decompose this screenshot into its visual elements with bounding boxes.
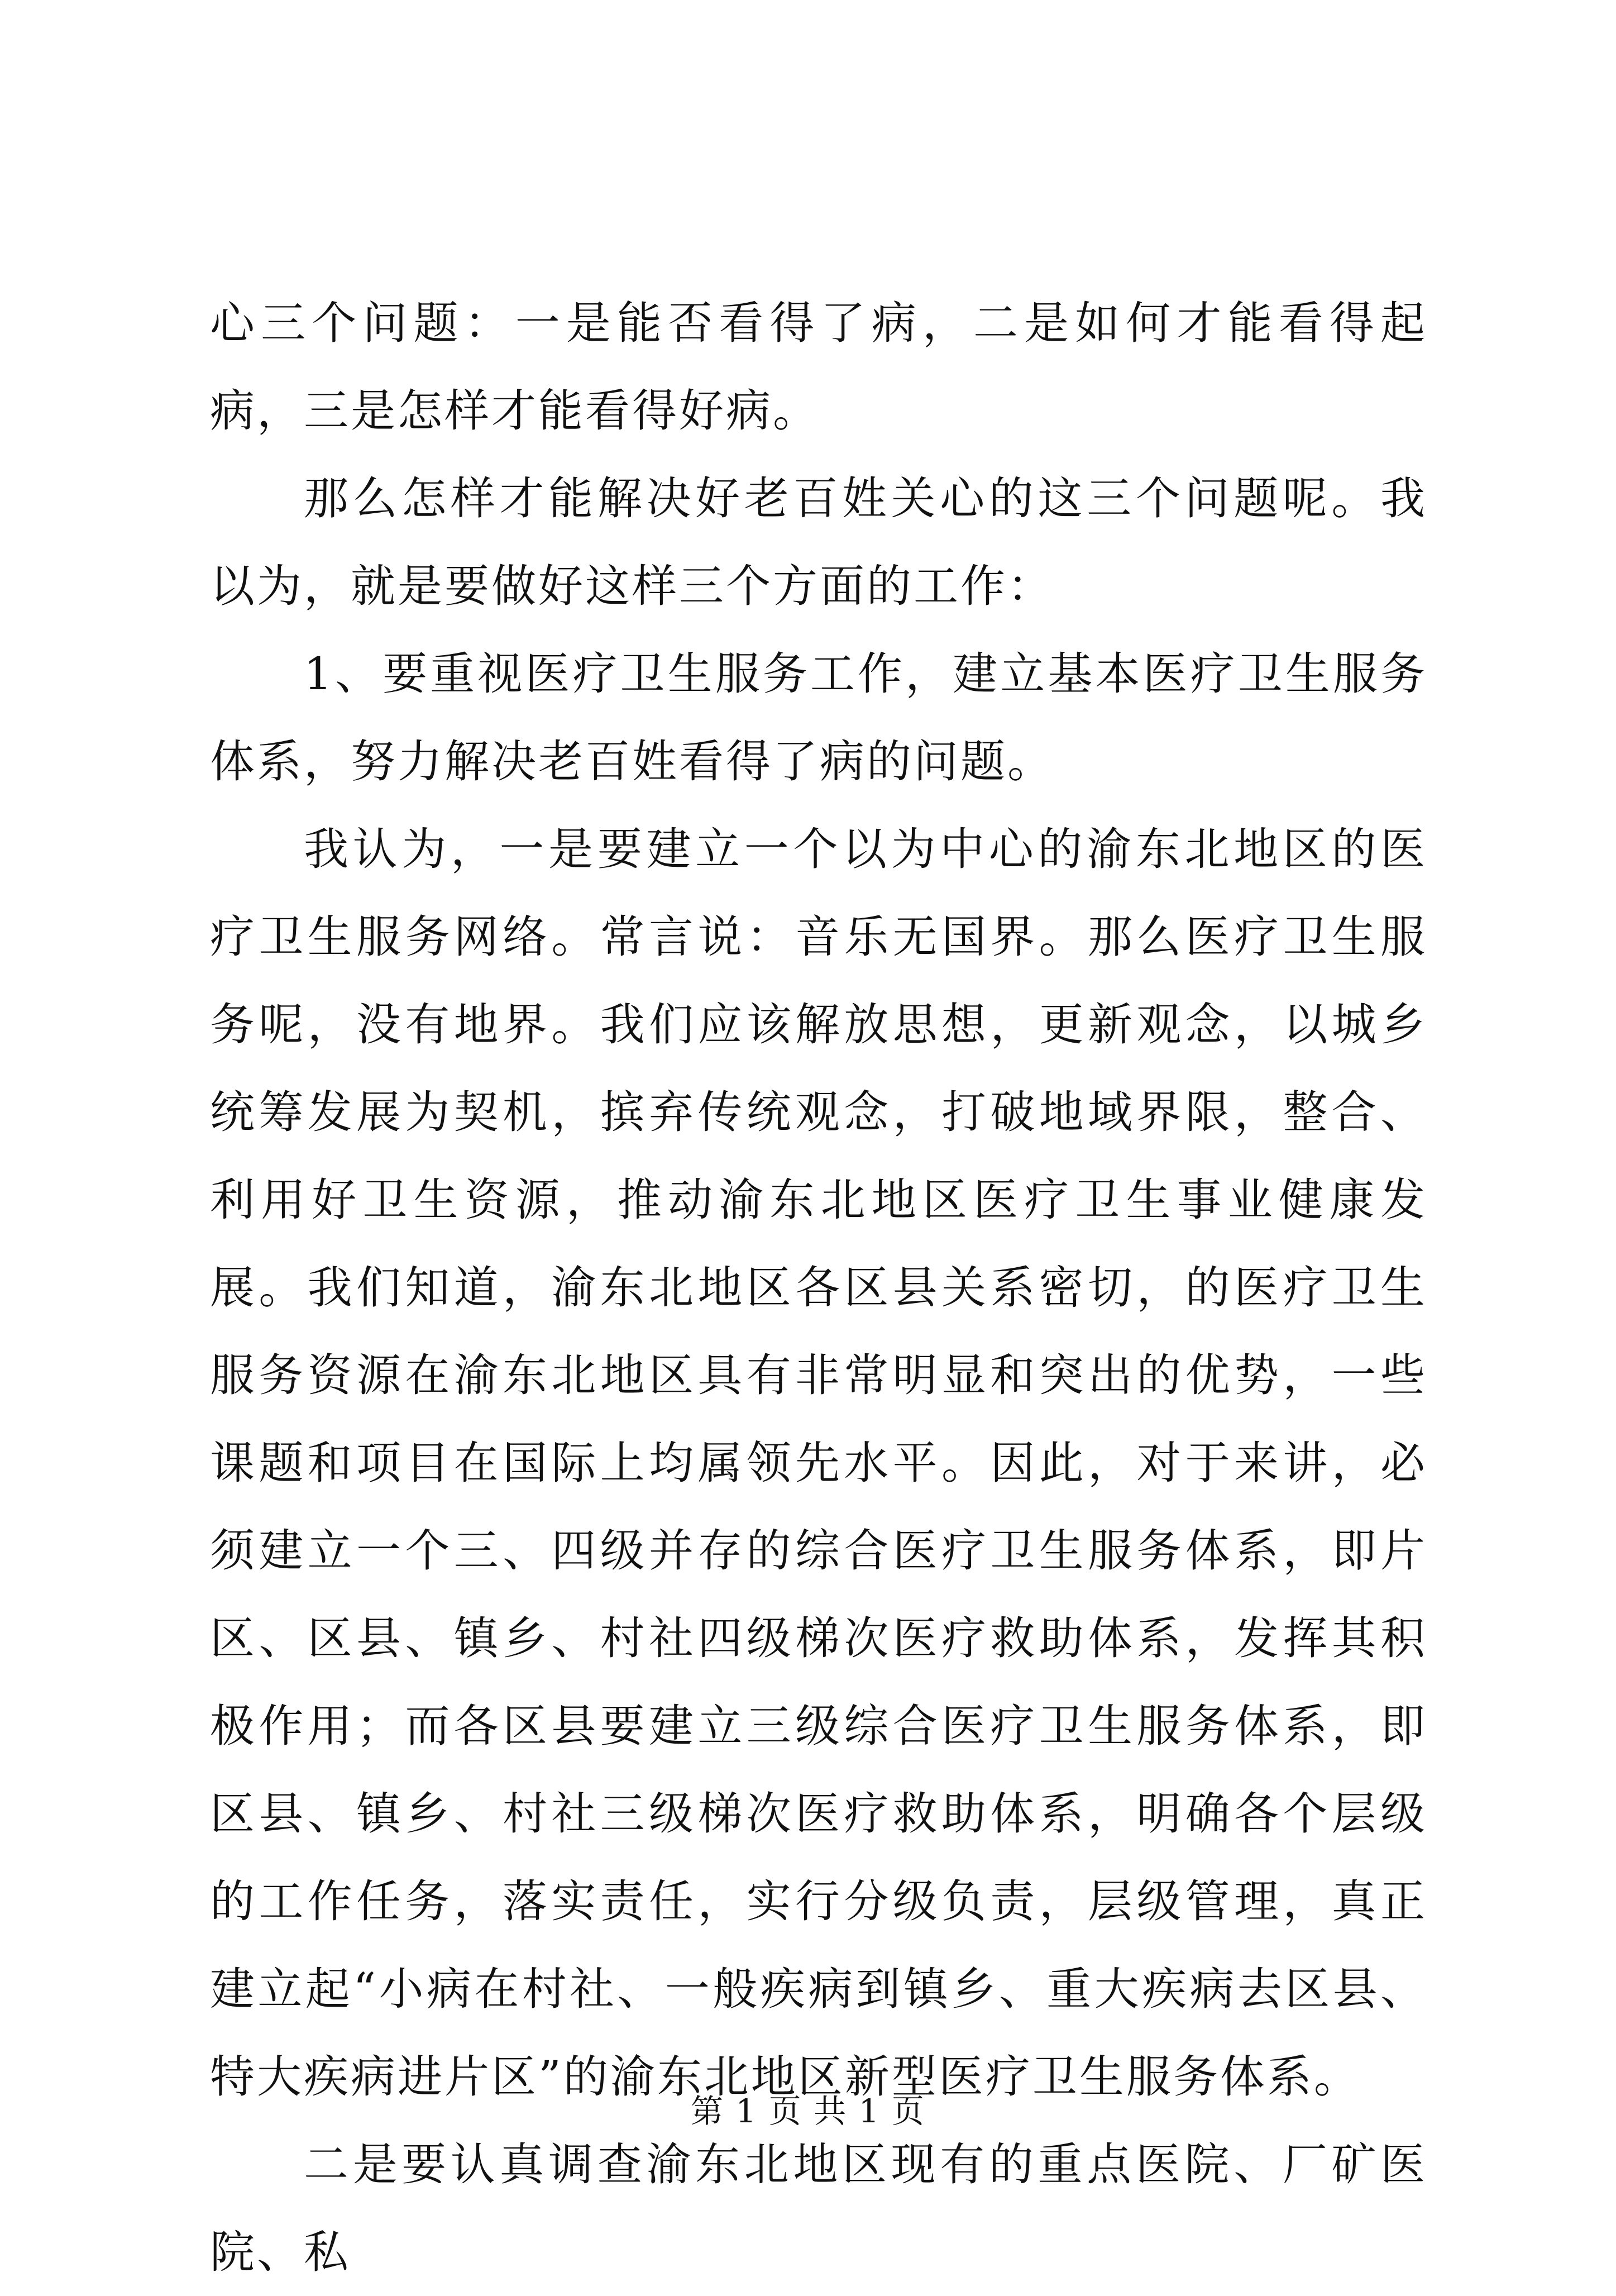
paragraph-continued: 心三个问题：一是能否看得了病，二是如何才能看得起病，三是怎样才能看得好病。: [210, 297, 1427, 437]
paragraph-point-1: 1、要重视医疗卫生服务工作，建立基本医疗卫生服务体系，努力解决老百姓看得了病的问题。: [210, 648, 1427, 787]
paragraph-first-measure: 我认为，一是要建立一个以为中心的渝东北地区的医疗卫生服务网络。常言说：音乐无国界。那么医疗卫生服务呢，没有地界。我们应该解放思想，更新观念，以城乡统筹发展为契机，摈弃传统观念，打破地域界限，整合、利用好卫生资源，推动渝东北地区医疗卫生事业健康发展。我们知道，渝东北地区各区县关系密切，的医疗卫生服务资源在渝东北地区具有非常明显和突出的优势，一些课题和项目在国际上均属领先水平。因此，对于来讲，必须建立一个三、四级并存的综合医疗卫生服务体系，即片区、区县、镇乡、村社四级梯次医疗救助体系，发挥其积极作用；而各区县要建立三级综合医疗卫生服务体系，即区县、镇乡、村社三级梯次医疗救助体系，明确各个层级的工作任务，落实责任，实行分级负责，层级管理，真正建立起“小病在村社、一般疾病到镇乡、重大疾病去区县、特大疾病进片区”的渝东北地区新型医疗卫生服务体系。: [210, 823, 1427, 2103]
paragraph-second-measure: 二是要认真调查渝东北地区现有的重点医院、厂矿医院、私: [210, 2139, 1427, 2278]
page-number-footer: 第 1 页 共 1 页: [691, 2092, 925, 2130]
document-body: [210, 279, 1427, 2296]
paragraph-question: 那么怎样才能解决好老百姓关心的这三个问题呢。我以为，就是要做好这样三个方面的工作：: [210, 472, 1427, 612]
